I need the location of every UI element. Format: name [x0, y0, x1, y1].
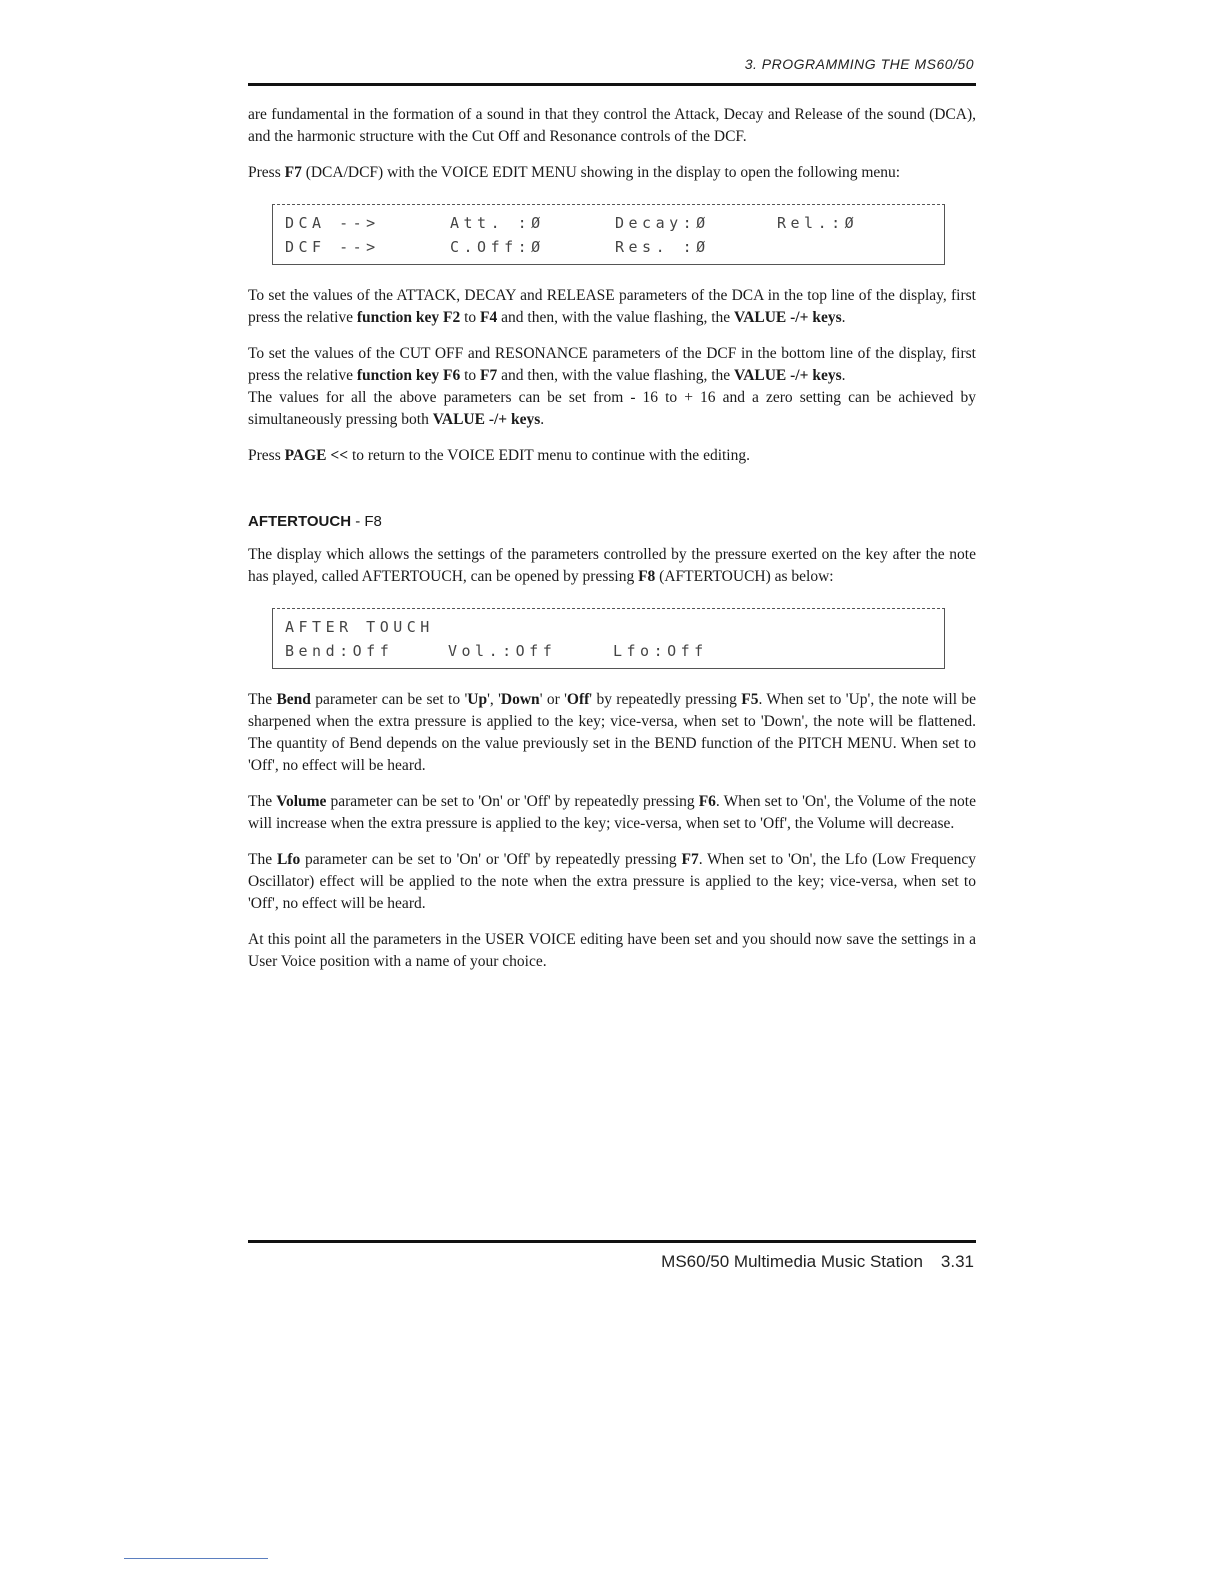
- lcd-display-dca-dcf: [272, 204, 945, 265]
- lcd-cell: Bend:Off: [285, 642, 394, 660]
- lcd-cell: Vol.:Off: [448, 642, 557, 660]
- paragraph-press-f7: Press F7 (DCA/DCF) with the VOICE EDIT MENU showing in the display to open the following menu:: [248, 164, 901, 181]
- paragraph-bend: The Bend parameter can be set to 'Up', 'Down' or 'Off' by repeatedly pressing F5. When set to 'Up', the note will be sharpened when the extra pressure is applied to the key; vice-versa, when set to 'Down', the note will be flattened. The quantity of Bend depends on the value previously set in the BEND function of the PITCH MENU. When set to 'Off', no effect will be heard.: [248, 691, 976, 774]
- paragraph-page-return: Press PAGE << to return to the VOICE EDIT menu to continue with the editing.: [248, 447, 750, 464]
- lcd-cell: DCF -->: [285, 238, 380, 256]
- page-body: [248, 104, 976, 973]
- lcd-cell: AFTER TOUCH: [285, 618, 434, 636]
- paragraph-save-voice: At this point all the parameters in the USER VOICE editing have been set and you should now save the settings in a User Voice position with a name of your choice.: [248, 931, 976, 970]
- footer-rule: [248, 1240, 976, 1243]
- section-heading-aftertouch: AFTERTOUCH - F8: [248, 513, 382, 530]
- lcd-row-dca: [285, 211, 944, 235]
- lcd-cell: Lfo:Off: [613, 642, 708, 660]
- header-rule: [248, 83, 976, 86]
- paragraph-value-range: The values for all the above parameters can be set from - 16 to + 16 and a zero setting can be achieved by simultaneously pressing both VALUE -/+ keys.: [248, 389, 976, 428]
- footer-title: MS60/50 Multimedia Music Station: [661, 1252, 923, 1271]
- running-header: 3. PROGRAMMING THE MS60/50: [744, 56, 974, 72]
- lcd-cell: Decay:Ø: [615, 214, 710, 232]
- lcd-cell: DCA -->: [285, 214, 380, 232]
- page-number: 3.31: [940, 1252, 974, 1271]
- lcd-display-aftertouch: [272, 608, 945, 669]
- lcd-row-params: [285, 639, 944, 663]
- lcd-cell: Att. :Ø: [450, 214, 545, 232]
- lcd-row-dcf: [285, 235, 944, 259]
- paragraph-lfo: The Lfo parameter can be set to 'On' or 'Off' by repeatedly pressing F7. When set to 'On', the Lfo (Low Frequency Oscillator) effect will be applied to the note when the extra pressure is applied to the key; vice-versa, when set to 'Off', no effect will be heard.: [248, 851, 976, 912]
- lcd-cell: Res. :Ø: [615, 238, 710, 256]
- paragraph-aftertouch-intro: The display which allows the settings of the parameters controlled by the pressure exerted on the key after the note has played, called AFTERTOUCH, can be opened by pressing F8 (AFTERTOUCH) as below:: [248, 546, 976, 585]
- paragraph-volume: The Volume parameter can be set to 'On' or 'Off' by repeatedly pressing F6. When set to 'On', the Volume of the note will increase when the extra pressure is applied to the key; vice-versa, when set to 'Off', the Volume will decrease.: [248, 793, 976, 832]
- footer: [661, 1252, 974, 1272]
- scan-edge-line: [124, 1558, 268, 1559]
- paragraph-dca-settings: To set the values of the ATTACK, DECAY and RELEASE parameters of the DCA in the top line of the display, first press the relative function key F2 to F4 and then, with the value flashing, the VALUE -/+ keys.: [248, 287, 976, 326]
- lcd-row-title: [285, 615, 944, 639]
- paragraph-intro: are fundamental in the formation of a sound in that they control the Attack, Decay and Release of the sound (DCA), and the harmonic structure with the Cut Off and Resonance controls of the DCF.: [248, 106, 976, 145]
- lcd-cell: C.Off:Ø: [450, 238, 545, 256]
- lcd-cell: Rel.:Ø: [777, 214, 859, 232]
- paragraph-dcf-settings: To set the values of the CUT OFF and RESONANCE parameters of the DCF in the bottom line of the display, first press the relative function key F6 to F7 and then, with the value flashing, the VALUE -/+ keys.: [248, 345, 976, 384]
